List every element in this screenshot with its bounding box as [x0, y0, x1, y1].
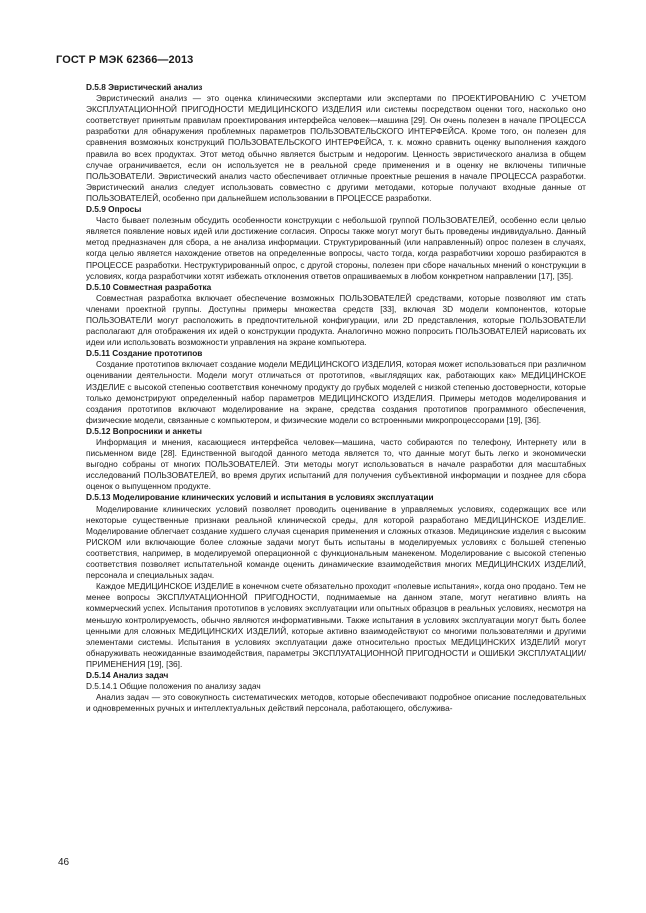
- section-heading: D.5.14 Анализ задач: [86, 669, 169, 680]
- paragraph: Создание прототипов включает создание модели МЕДИЦИНСКОГО ИЗДЕЛИЯ, которая может использоваться при различном оценивании деятельности. Модели могут отличаться от прототипов, «выглядящих как, работающих как» МЕДИЦИНСКОЕ ИЗДЕЛИЕ с высокой степенью соответствия конечному продукту до грубых моделей с низкой степенью достоверности, которые только демонстрируют определенный набор параметров МЕДИЦИНСКОГО ИЗДЕЛИЯ. Примеры методов моделирования и создания прототипов включают моделирование на экране, средства создания прототипов программного обеспечения, физические модели, связанные с компьютером, и физические модели со встроенными микропроцессорами [19], [36].: [86, 359, 586, 425]
- section-heading: D.5.13 Моделирование клинических условий и испытания в условиях эксплуатации: [86, 492, 434, 503]
- paragraph: Эвристический анализ — это оценка клиническими экспертами или экспертами по ПРОЕКТИРОВАНИЮ С УЧЕТОМ ЭКСПЛУАТАЦИОННОЙ ПРИГОДНОСТИ МЕДИЦИНСКОГО ИЗДЕЛИЯ или системы посредством оценки того, насколько оно соответствует принятым правилам проектирования интерфейса человек—машина [29]. Он очень полезен в начале ПРОЦЕССА разработки для обнаружения проблемных параметров ПОЛЬЗОВАТЕЛЬСКОГО ИНТЕРФЕЙСА. Кроме того, он полезен для сравнения возможных конструкций ПОЛЬЗОВАТЕЛЬСКОГО ИНТЕРФЕЙСА, т. к. можно сравнить оценку выполнения каждого правила во всех продуктах. Этот метод обычно является быстрым и недорогим. Ценность эвристического анализа в общем случае ограничивается, если он используется не в реальной среде применения и в оценку не включены типичные ПОЛЬЗОВАТЕЛИ. Эвристический анализ часто обеспечивает отличные проектные решения в начале ПРОЦЕССА разработки. Эвристический анализ следует использовать совместно с другими методами, которые получают входные данные от ПОЛЬЗОВАТЕЛЕЙ, особенно при дальнейшем использовании в ПРОЦЕССЕ разработки.: [86, 93, 586, 203]
- paragraph: Часто бывает полезным обсудить особенности конструкции с небольшой группой ПОЛЬЗОВАТЕЛЕЙ, особенно если целью является появление новых идей или достижение согласия. Опросы также могут могут быть проведены индивидуально. Данный метод предназначен для сбора, а не анализа информации. Структурированный (или направленный) опрос полезен в случаях, когда целью является нахождение ответов на определенные вопросы, часто тогда, когда разработчики хорошо разбираются в ПРОЦЕССЕ разработки. Неструктурированный опрос, с другой стороны, полезен при сборе начальных мнений о конструкции в условиях, когда разработчики хотят избежать отклонения ответов опрашиваемых в любом конкретном направлении [17], [35].: [86, 215, 586, 281]
- page-number: 46: [58, 857, 70, 868]
- section-heading: D.5.11 Создание прототипов: [86, 348, 203, 359]
- section-heading: D.5.8 Эвристический анализ: [86, 82, 203, 92]
- section-heading: D.5.9 Опросы: [86, 204, 142, 215]
- subsection-heading: D.5.14.1 Общие положения по анализу задач: [86, 681, 261, 692]
- standard-header: ГОСТ Р МЭК 62366—2013: [56, 54, 194, 66]
- paragraph: Информация и мнения, касающиеся интерфейса человек—машина, часто собираются по телефону, Интернету или в письменном виде [28]. Единственной выгодой данного метода является то, что данные могут быть легко и экономически выгодно собраны от многих ПОЛЬЗОВАТЕЛЕЙ. Эти методы могут использоваться в начале разработки для масштабных исследований ПОЛЬЗОВАТЕЛЕЙ, во время других испытаний для получения субъективной информации и позднее для сбора оценок о выпущенном продукте.: [86, 437, 586, 492]
- document-body: [86, 82, 586, 714]
- section-heading: D.5.12 Вопросники и анкеты: [86, 425, 202, 436]
- section-heading: D.5.10 Совместная разработка: [86, 281, 212, 292]
- paragraph: Моделирование клинических условий позволяет проводить оценивание в управляемых условиях, содержащих все или некоторые существенные признаки реальной клинической среды, для которой разработано МЕДИЦИНСКОЕ ИЗДЕЛИЕ. Моделирование облегчает создание худшего случая сценария применения и сложных отказов. Медицинские изделия с высоким РИСКОМ или включающие более сложные задачи могут быть испытаны в моделируемых условиях с большей степенью соответствия, например, в моделируемой операционной с функциональным манекеном. Моделирование с высокой степенью соответствия позволяет испытательной команде оценить динамические взаимодействия многих МЕДИЦИНСКИХ ИЗДЕЛИЙ, персонала и специальных задач.: [86, 503, 586, 581]
- paragraph: Анализ задач — это совокупность систематических методов, которые обеспечивают подробное описание последовательных и одновременных ручных и интеллектуальных действий персонала, работающего, обслужива-: [86, 692, 586, 714]
- paragraph: Совместная разработка включает обеспечение возможных ПОЛЬЗОВАТЕЛЕЙ средствами, которые позволяют им стать членами проектной группы. Доступны примеры множества средств [33], включая 3D модели компонентов, которые ПОЛЬЗОВАТЕЛИ могут расположить в предпочтительной конфигурации, или 2D представления, которые ПОЛЬЗОВАТЕЛИ располагают для отображения их идей о конструкции продукта. Аналогично можно попросить ПОЛЬЗОВАТЕЛЕЙ нарисовать их идеи или использовать возможности управления на экране компьютера.: [86, 292, 586, 348]
- paragraph: Каждое МЕДИЦИНСКОЕ ИЗДЕЛИЕ в конечном счете обязательно проходит «полевые испытания», когда оно продано. Тем не менее вопросы ЭКСПЛУАТАЦИОННОЙ ПРИГОДНОСТИ, поднимаемые на данном этапе, могут негативно влиять на коммерческий успех. Испытания прототипов в условиях эксплуатации или опытных образцов в реальных условиях, несмотря на меньшую контролируемость, обычно являются информативными. Также испытания в условиях эксплуатации могут быть более ценными для сложных МЕДИЦИНСКИХ ИЗДЕЛИЙ, которые активно взаимодействуют со многими пользователями и другими элементами системы. Испытания в условиях эксплуатации даже относительно простых МЕДИЦИНСКИХ ИЗДЕЛИЙ могут обнаруживать неожиданные взаимодействия, параметры ЭКСПЛУАТАЦИОННОЙ ПРИГОДНОСТИ и ОШИБКИ ЭКСПЛУАТАЦИИ/ПРИМЕНЕНИЯ [19], [36].: [86, 581, 586, 669]
